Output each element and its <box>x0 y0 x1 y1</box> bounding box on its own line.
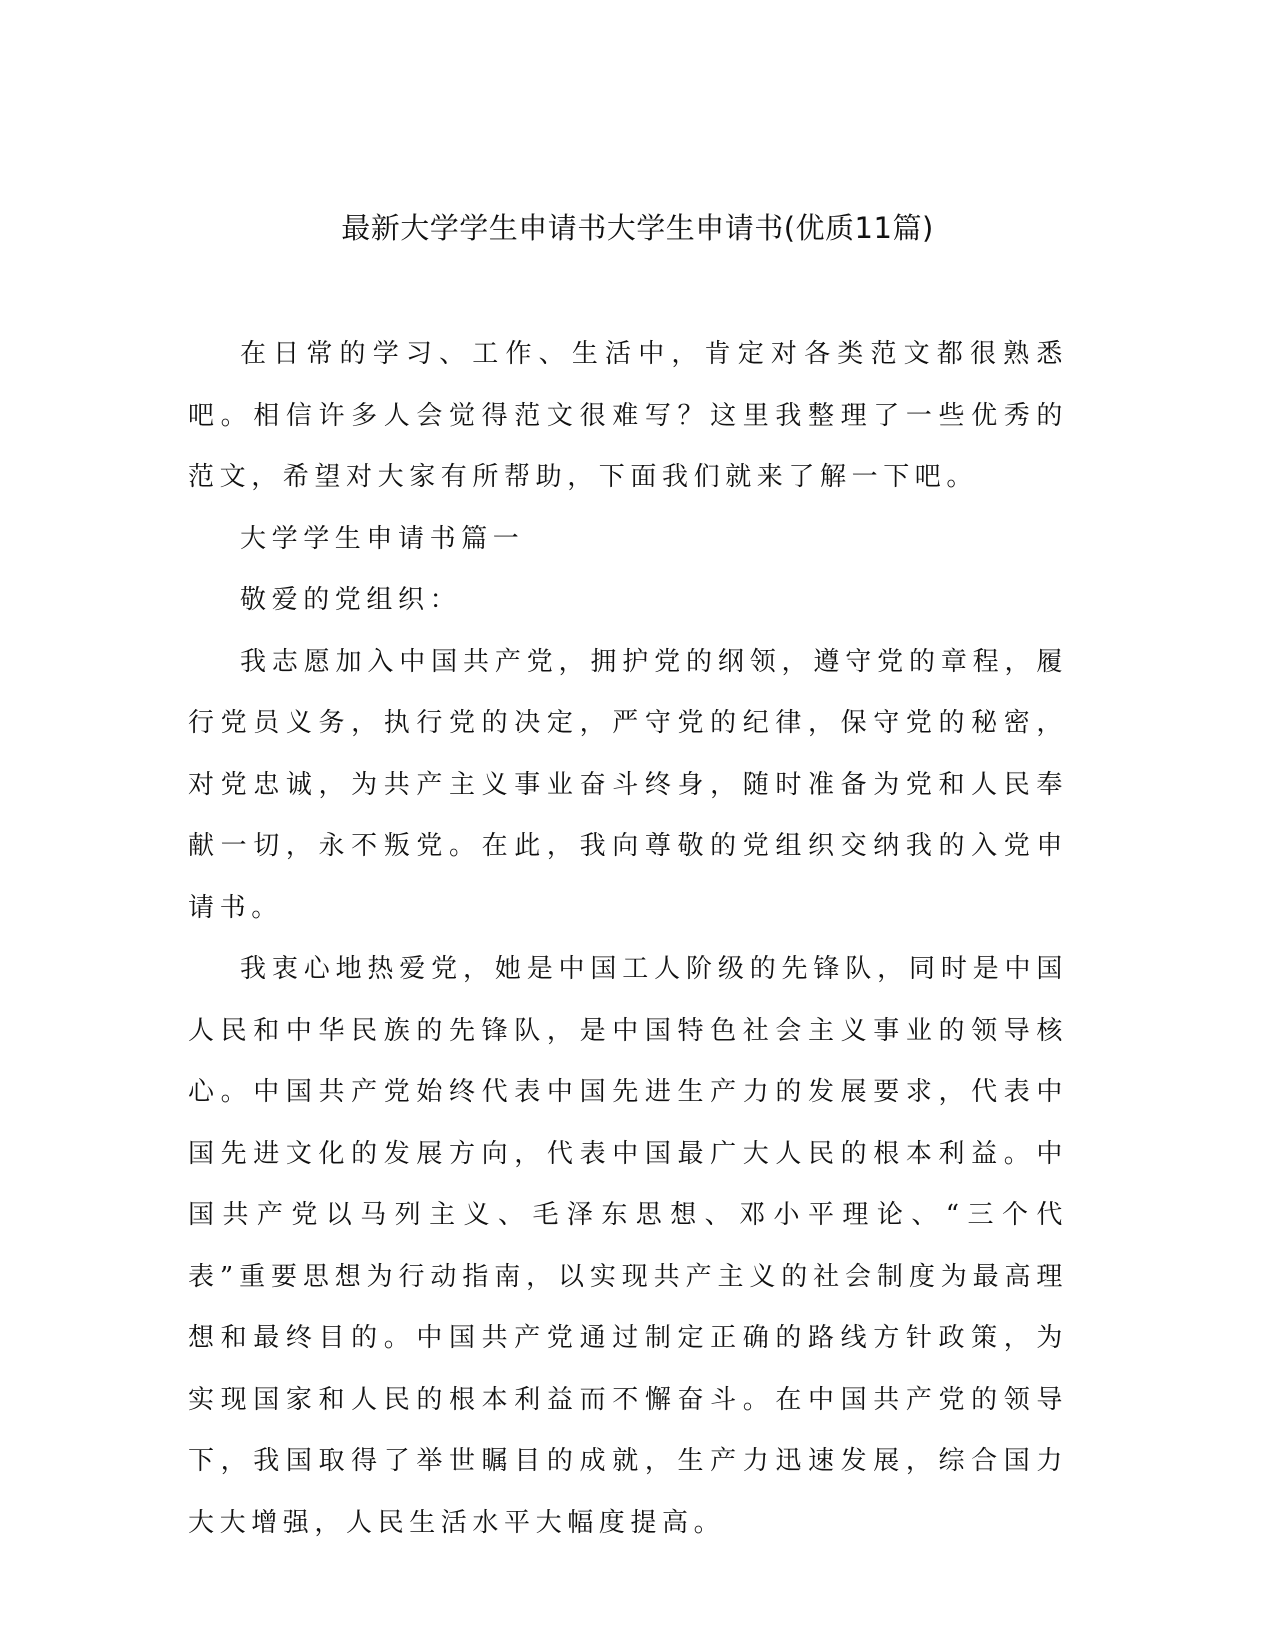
body-paragraph: 我志愿加入中国共产党，拥护党的纲领，遵守党的章程，履行党员义务，执行党的决定，严守党的纪律，保守党的秘密，对党忠诚，为共产主义事业奋斗终身，随时准备为党和人民奉献一切，永不叛党。在此，我向尊敬的党组织交纳我的入党申请书。 <box>188 646 1068 923</box>
document-title: 最新大学学生申请书大学生申请书(优质11篇) <box>341 211 934 245</box>
salutation: 敬爱的党组织： <box>240 585 462 615</box>
intro-paragraph: 在日常的学习、工作、生活中，肯定对各类范文都很熟悉吧。相信许多人会觉得范文很难写？这里我整理了一些优秀的范文，希望对大家有所帮助，下面我们就来了解一下吧。 <box>188 339 1068 492</box>
body-paragraph: 我衷心地热爱党，她是中国工人阶级的先锋队，同时是中国人民和中华民族的先锋队，是中国特色社会主义事业的领导核心。中国共产党始终代表中国先进生产力的发展要求，代表中国先进文化的发展方向，代表中国最广大人民的根本利益。中国共产党以马列主义、毛泽东思想、邓小平理论、“三个代表”重要思想为行动指南，以实现共产主义的社会制度为最高理想和最终目的。中国共产党通过制定正确的路线方针政策，为实现国家和人民的根本利益而不懈奋斗。在中国共产党的领导下，我国取得了举世瞩目的成就，生产力迅速发展，综合国力大大增强，人民生活水平大幅度提高。 <box>188 954 1068 1538</box>
section-heading: 大学学生申请书篇一 <box>240 523 525 554</box>
document-body <box>188 324 1068 1554</box>
